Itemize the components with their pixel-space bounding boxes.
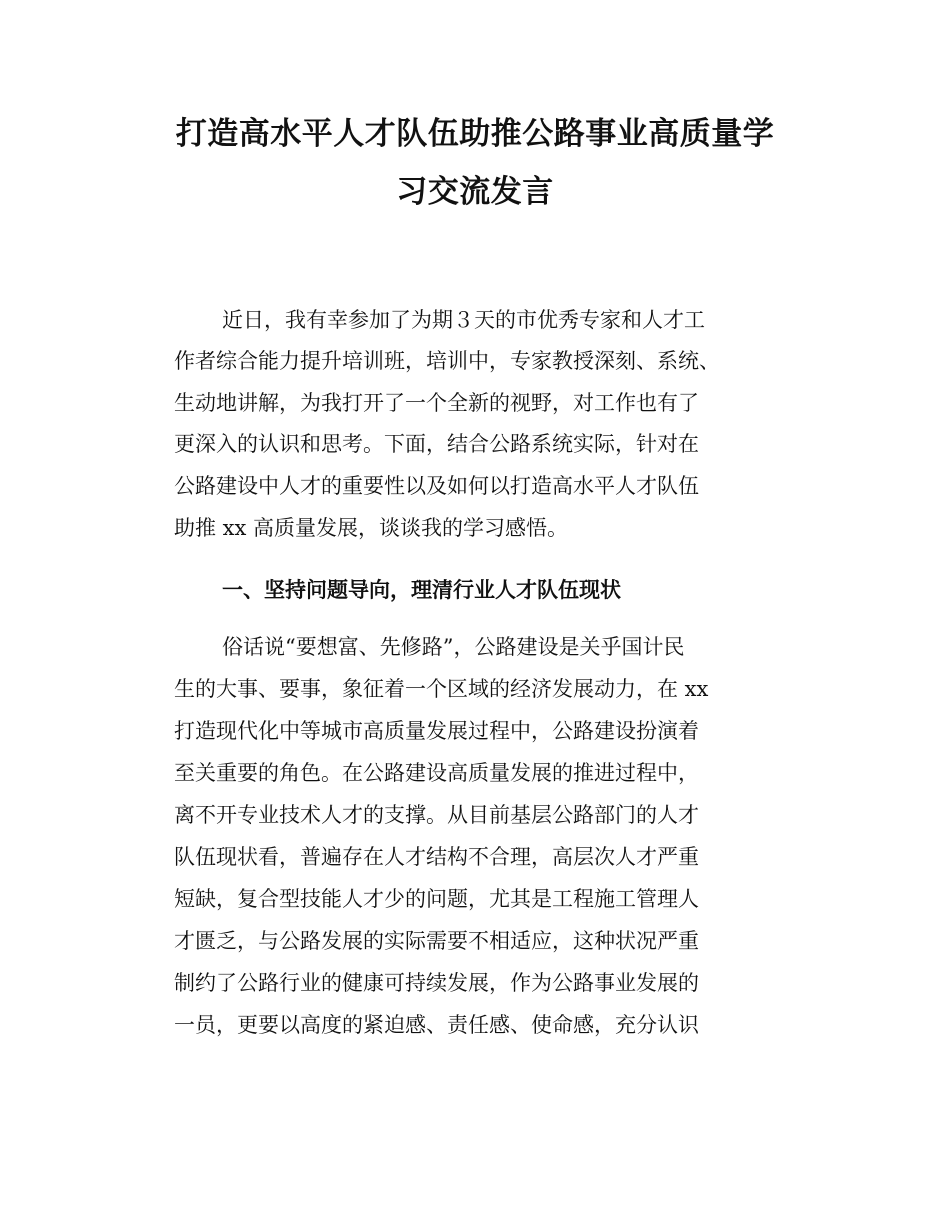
paragraph-line: 短缺，复合型技能人才少的问题，尤其是工程施工管理人 [174,887,699,911]
paragraph-line: 至关重要的角色。在公路建设高质量发展的推进过程中， [174,761,699,785]
paragraph-line: 打造现代化中等城市高质量发展过程中，公路建设扮演着 [174,719,699,743]
paragraph-line: 才匮乏，与公路发展的实际需要不相适应，这种状况严重 [174,929,699,953]
paragraph-line: 近日，我有幸参加了为期３天的市优秀专家和人才工 [222,308,705,332]
document-title-line-1: 打造高水平人才队伍助推公路事业高质量学 [175,116,775,152]
paragraph-line: 队伍现状看，普遍存在人才结构不合理，高层次人才严重 [174,845,699,869]
paragraph-line: 离不开专业技术人才的支撑。从目前基层公路部门的人才 [174,803,699,827]
paragraph-line: 公路建设中人才的重要性以及如何以打造高水平人才队伍 [174,474,699,498]
paragraph-line: 助推 xx 高质量发展，谈谈我的学习感悟。 [174,516,569,540]
paragraph-line: 生的大事、要事，象征着一个区域的经济发展动力，在 xx [174,677,709,701]
paragraph-line: 一员，更要以高度的紧迫感、责任感、使命感，充分认识 [174,1013,699,1037]
paragraph-line: 生动地讲解，为我打开了一个全新的视野，对工作也有了 [174,391,699,415]
paragraph-line: 更深入的认识和思考。下面，结合公路系统实际，针对在 [174,432,699,456]
paragraph-line: 作者综合能力提升培训班，培训中，专家教授深刻、系统、 [174,349,720,373]
section-heading: 一、坚持问题导向，理清行业人才队伍现状 [222,578,621,602]
paragraph-line: 制约了公路行业的健康可持续发展，作为公路事业发展的 [174,971,699,995]
document-title-line-2: 习交流发言 [396,174,554,210]
paragraph-line: 俗话说“要想富、先修路”，公路建设是关乎国计民 [222,635,685,659]
